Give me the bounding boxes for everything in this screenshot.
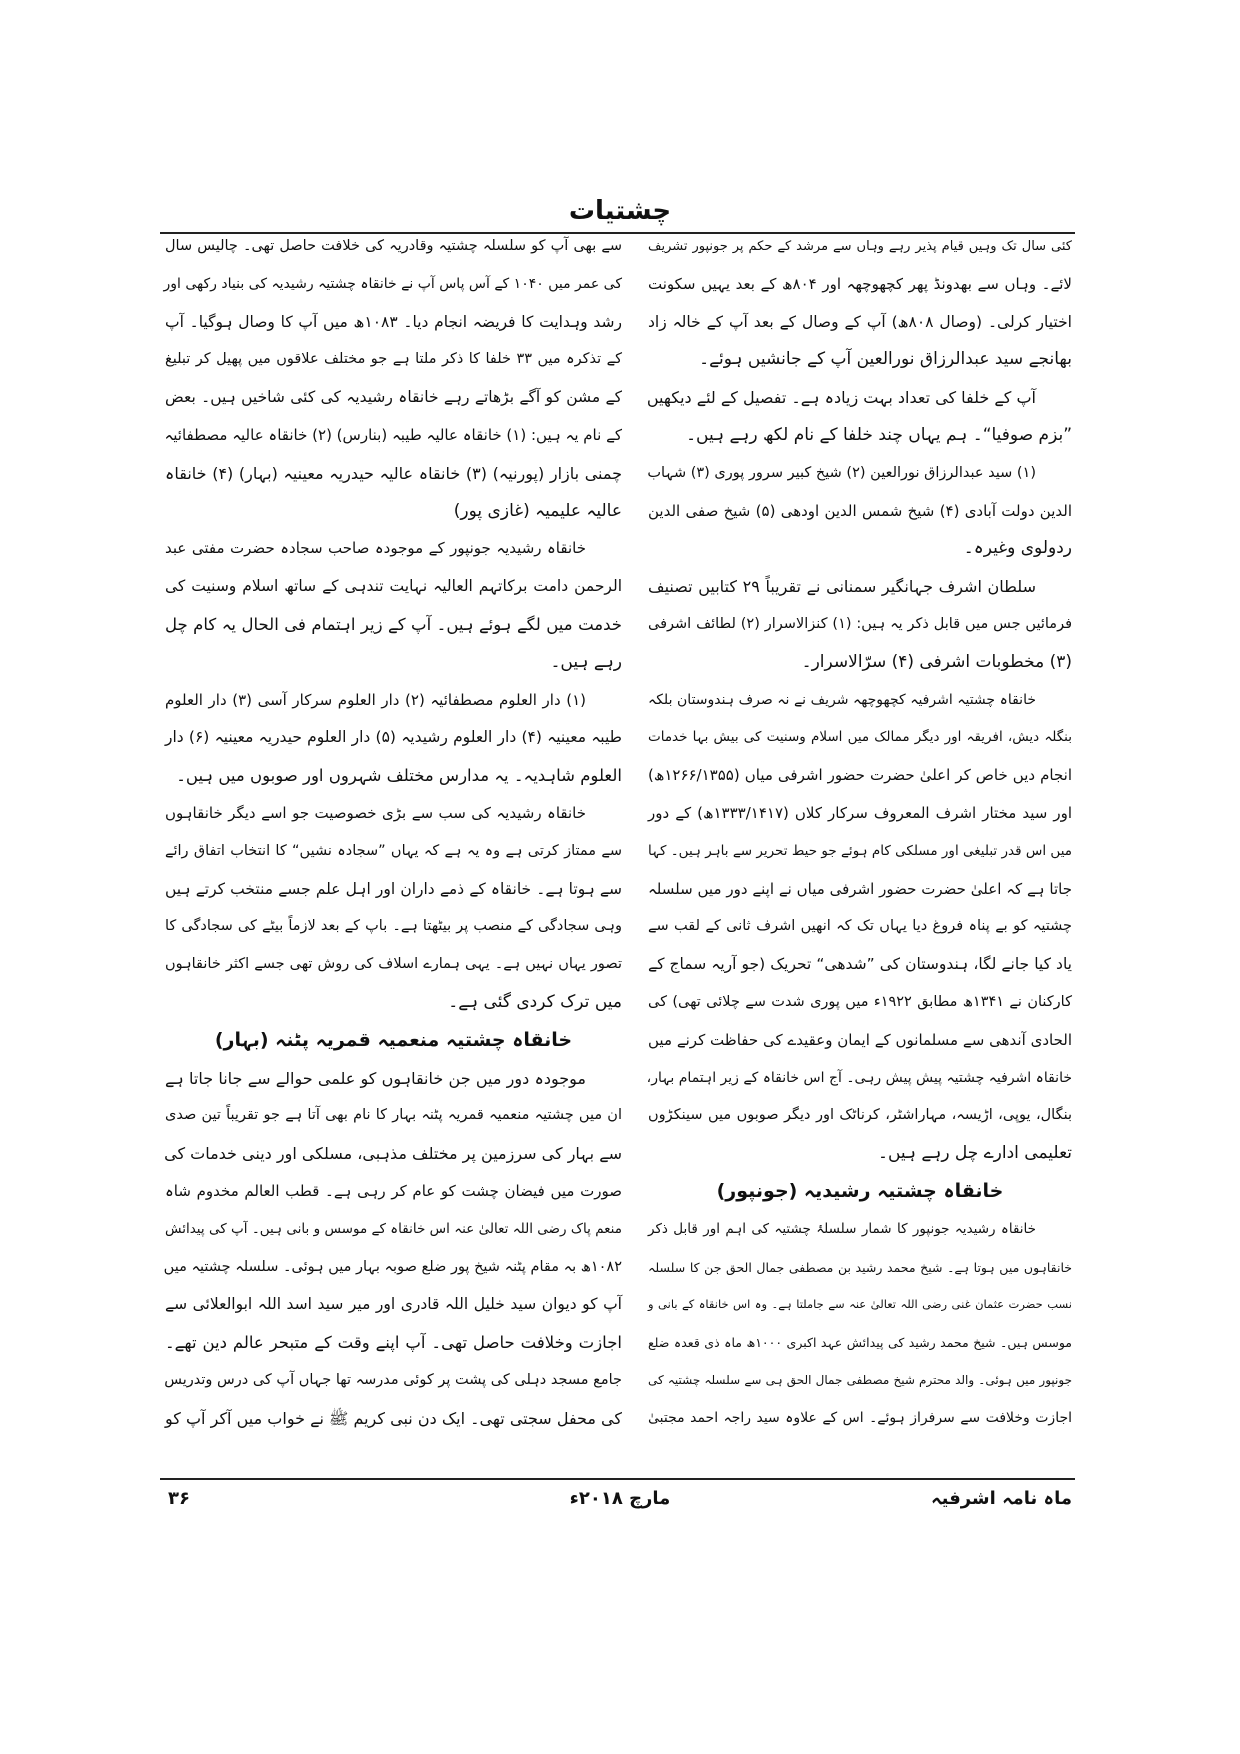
text-line: جامع مسجد دہلی کی پشت پر کوئی مدرسہ تھا جہاں آپ کی درس وتدریس xyxy=(164,1371,622,1388)
footer-divider xyxy=(160,1478,1075,1480)
text-line: عالیہ علیمیہ (غازی پور) xyxy=(453,500,622,521)
text-line: میں ترک کردی گئی ہے۔ xyxy=(448,991,622,1012)
text-line: منعم پاک رضی اللہ تعالیٰ عنہ اس خانقاہ کے موسس و بانی ہیں۔ آپ کی پیدائش xyxy=(165,1220,622,1237)
text-line: اجازت وخلافت سے سرفراز ہوئے۔ اس کے علاوہ سید راجہ احمد مجتبیٰ xyxy=(648,1409,1072,1426)
text-line: خانقاہ رشیدیہ کی سب سے بڑی خصوصیت جو اسے دیگر خانقاہوں xyxy=(165,803,586,822)
text-line: کارکنان نے ۱۳۴۱ھ مطابق ۱۹۲۲ء میں پوری شدت سے چلائی تھی) کی xyxy=(648,993,1072,1010)
text-line: ”بزم صوفیا“۔ ہم یہاں چند خلفا کے نام لکھ رہے ہیں۔ xyxy=(686,424,1072,445)
text-line: خدمت میں لگے ہوئے ہیں۔ آپ کے زیر اہتمام فی الحال یہ کام چل xyxy=(165,614,622,634)
text-line: الحادی آندھی سے مسلمانوں کے ایمان وعقیدے کی حفاظت کرنے میں xyxy=(648,1030,1072,1049)
text-line: بنگال، یوپی، اڑیسہ، مہاراشٹر، کرناٹک اور دیگر صوبوں میں سینکڑوں xyxy=(648,1107,1072,1124)
text-line: خانقاہوں میں ہوتا ہے۔ شیخ محمد رشید بن مصطفی جمال الحق جن کا سلسلہ xyxy=(648,1259,1072,1275)
text-line: (۱) سید عبدالرزاق نورالعین (۲) شیخ کبیر سرور پوری (۳) شہاب xyxy=(647,464,1036,481)
text-line: ردولوی وغیرہ۔ xyxy=(963,538,1072,559)
text-line: خانقاہ رشیدیہ جونپور کے موجودہ صاحب سجادہ حضرت مفتی عبد xyxy=(165,539,586,558)
text-line: سے ممتاز کرتی ہے وہ یہ ہے کہ یہاں ”سجادہ نشیں“ کا انتخاب اتفاق رائے xyxy=(165,842,622,859)
text-line: کے تذکرہ میں ۳۳ خلفا کا ذکر ملتا ہے جو مختلف علاقوں میں پھیل کر تبلیغ xyxy=(165,351,622,368)
text-line: ۱۰۸۲ھ بہ مقام پٹنہ شیخ پور ضلع صوبہ بہار میں ہوئی۔ سلسلہ چشتیہ میں xyxy=(163,1258,622,1275)
text-line: چمنی بازار (پورنیہ) (۳) خانقاہ عالیہ حیدریہ معینیہ (بہار) (۴) خانقاہ xyxy=(165,463,623,483)
text-line: آپ کو دیوان سید خلیل اللہ قادری اور میر سید اسد اللہ ابوالعلائی سے xyxy=(165,1295,622,1314)
text-line: آپ کے خلفا کی تعداد بہت زیادہ ہے۔ تفصیل کے لئے دیکھیں xyxy=(646,388,1036,408)
text-line: بنگلہ دیش، افریقہ اور دیگر ممالک میں اسلام وسنیت کی بیش بہا خدمات xyxy=(648,729,1072,746)
text-line: کئی سال تک وہیں قیام پذیر رہے وہاں سے مرشد کے حکم پر جونپور تشریف xyxy=(648,239,1072,254)
text-line: سے بہار کی سرزمین پر مختلف مذہبی، مسلکی اور دینی خدمات کی xyxy=(164,1144,622,1164)
text-line: کی محفل سجتی تھی۔ ایک دن نبی کریم ﷺ نے خواب میں آکر آپ کو xyxy=(165,1408,622,1428)
text-line: طیبہ معینیہ (۴) دار العلوم رشیدیہ (۵) دار العلوم حیدریہ معینیہ (۶) دار xyxy=(165,728,622,747)
footer-magazine-name: ماہ نامہ اشرفیہ xyxy=(931,1488,1072,1509)
text-line: ان میں چشتیہ منعمیہ قمریہ پٹنہ بہار کا نام بھی آتا ہے جو تقریباً تین صدی xyxy=(165,1107,622,1124)
text-line: خانقاہ اشرفیہ چشتیہ پیش پیش رہی۔ آج اس خانقاہ کے زیر اہتمام بہار، xyxy=(646,1069,1072,1086)
text-line: تعلیمی ادارے چل رہے ہیں۔ xyxy=(878,1143,1072,1164)
text-line: رشد وہدایت کا فریضہ انجام دیا۔ ۱۰۸۳ھ میں آپ کا وصال ہوگیا۔ آپ xyxy=(165,312,622,331)
text-line: انجام دیں خاص کر اعلیٰ حضرت حضور اشرفی میاں (۱۲۶۶/۱۳۵۵ھ) xyxy=(648,766,1072,785)
text-line: جونپور میں ہوئی۔ والد محترم شیخ مصطفی جمال الحق ہی سے سلسلہ چشتیہ کی xyxy=(648,1372,1072,1387)
text-line: صورت میں فیضان چشت کو عام کر رہی ہے۔ قطب العالم مخدوم شاہ xyxy=(165,1181,622,1200)
text-line: میں اس قدر تبلیغی اور مسلکی کام ہوئے جو حیط تحریر سے باہر ہیں۔ کہا xyxy=(648,842,1072,859)
text-line: (۳) مخطوبات اشرفی (۴) سرّالاسرار۔ xyxy=(801,651,1072,672)
text-line: کے مشن کو آگے بڑھاتے رہے خانقاہ رشیدیہ کی کئی شاخیں ہیں۔ بعض xyxy=(165,388,622,407)
text-line: فرمائیں جس میں قابل ذکر یہ ہیں: (۱) کنزالاسرار (۲) لطائف اشرفی xyxy=(648,615,1073,632)
section-heading: خانقاہ چشتیہ منعمیہ قمریہ پٹنہ (بہار) xyxy=(214,1028,573,1051)
text-line: اختیار کرلی۔ (وصال ۸۰۸ھ) آپ کے وصال کے بعد آپ کے خالہ زاد xyxy=(648,312,1072,331)
text-line: سے ہوتا ہے۔ خانقاہ کے ذمے داران اور اہل علم جسے منتخب کرتے ہیں xyxy=(165,879,622,898)
text-line: کی عمر میں ۱۰۴۰ کے آس پاس آپ نے خانقاہ چشتیہ رشیدیہ کی بنیاد رکھی اور xyxy=(163,275,622,292)
text-line: اور سید مختار اشرف المعروف سرکار کلاں (۱۳۳۳/۱۴۱۷ھ) کے دور xyxy=(648,803,1072,822)
text-line: الرحمن دامت برکاتہم العالیہ نہایت تندہی کے ساتھ اسلام وسنیت کی xyxy=(165,577,622,596)
text-line: الدین دولت آبادی (۴) شیخ شمس الدین اودھی (۵) شیخ صفی الدین xyxy=(648,501,1073,520)
text-line: موسس ہیں۔ شیخ محمد رشید کی پیدائش عہد اکبری ۱۰۰۰ھ ماہ ذی قعدہ ضلع xyxy=(648,1335,1072,1351)
text-line: خانقاہ رشیدیہ جونپور کا شمار سلسلۂ چشتیہ کی اہم اور قابل ذکر xyxy=(648,1220,1036,1237)
text-line: بھانجے سید عبدالرزاق نورالعین آپ کے جانشیں ہوئے۔ xyxy=(699,349,1072,370)
text-line: لائے۔ وہاں سے بھدونڈ پھر کچھوچھہ اور ۸۰۴ھ کے بعد یہیں سکونت xyxy=(648,274,1072,293)
text-line: خانقاہ چشتیہ اشرفیہ کچھوچھہ شریف نے نہ صرف ہندوستان بلکہ xyxy=(648,691,1036,708)
left-text-column xyxy=(165,228,622,1438)
text-line: سے بھی آپ کو سلسلہ چشتیہ وقادریہ کی خلافت حاصل تھی۔ چالیس سال xyxy=(165,238,622,254)
text-line: (۱) دار العلوم مصطفائیہ (۲) دار العلوم سرکار آسی (۳) دار العلوم xyxy=(165,690,586,709)
text-line: اجازت وخلافت حاصل تھی۔ آپ اپنے وقت کے متبحر عالم دین تھے۔ xyxy=(165,1333,622,1353)
text-line: کے نام یہ ہیں: (۱) خانقاہ عالیہ طیبہ (بنارس) (۲) خانقاہ عالیہ مصطفائیہ xyxy=(164,425,622,444)
section-heading: خانقاہ چشتیہ رشیدیہ (جونپور) xyxy=(716,1179,1004,1202)
text-line: تصور یہاں نہیں ہے۔ یہی ہمارے اسلاف کی روش تھی جسے اکثر خانقاہوں xyxy=(165,956,622,973)
text-line: موجودہ دور میں جن خانقاہوں کو علمی حوالے سے جانا جاتا ہے xyxy=(165,1068,586,1088)
running-header-title: چشتیات xyxy=(568,196,672,226)
text-line: نسب حضرت عثمان غنی رضی اللہ تعالیٰ عنہ سے جاملتا ہے۔ وہ اس خانقاہ کے بانی و xyxy=(648,1297,1072,1312)
footer-page-number: ۳۶ xyxy=(168,1488,190,1509)
text-line: وہی سجادگی کے منصب پر بیٹھتا ہے۔ باپ کے بعد لازماً بیٹے کی سجادگی کا xyxy=(165,918,622,935)
text-line: سلطان اشرف جہانگیر سمنانی نے تقریباً ۲۹ کتابیں تصنیف xyxy=(648,577,1037,597)
text-line: رہے ہیں۔ xyxy=(550,651,622,672)
text-line: العلوم شاہدیہ۔ یہ مدارس مختلف شہروں اور صوبوں میں ہیں۔ xyxy=(176,766,622,786)
text-line: جاتا ہے کہ اعلیٰ حضرت حضور اشرفی میاں نے اپنے دور میں سلسلہ xyxy=(648,879,1072,898)
text-line: یاد کیا جانے لگا، ہندوستان کی ”شدھی“ تحریک (جو آریہ سماج کے xyxy=(648,955,1072,974)
footer-issue-date: مارچ ۲۰۱۸ء xyxy=(569,1488,671,1509)
right-text-column xyxy=(648,228,1072,1438)
text-line: چشتیہ کو بے پناہ فروغ دیا یہاں تک کہ انھیں اشرف ثانی کے لقب سے xyxy=(648,918,1072,935)
